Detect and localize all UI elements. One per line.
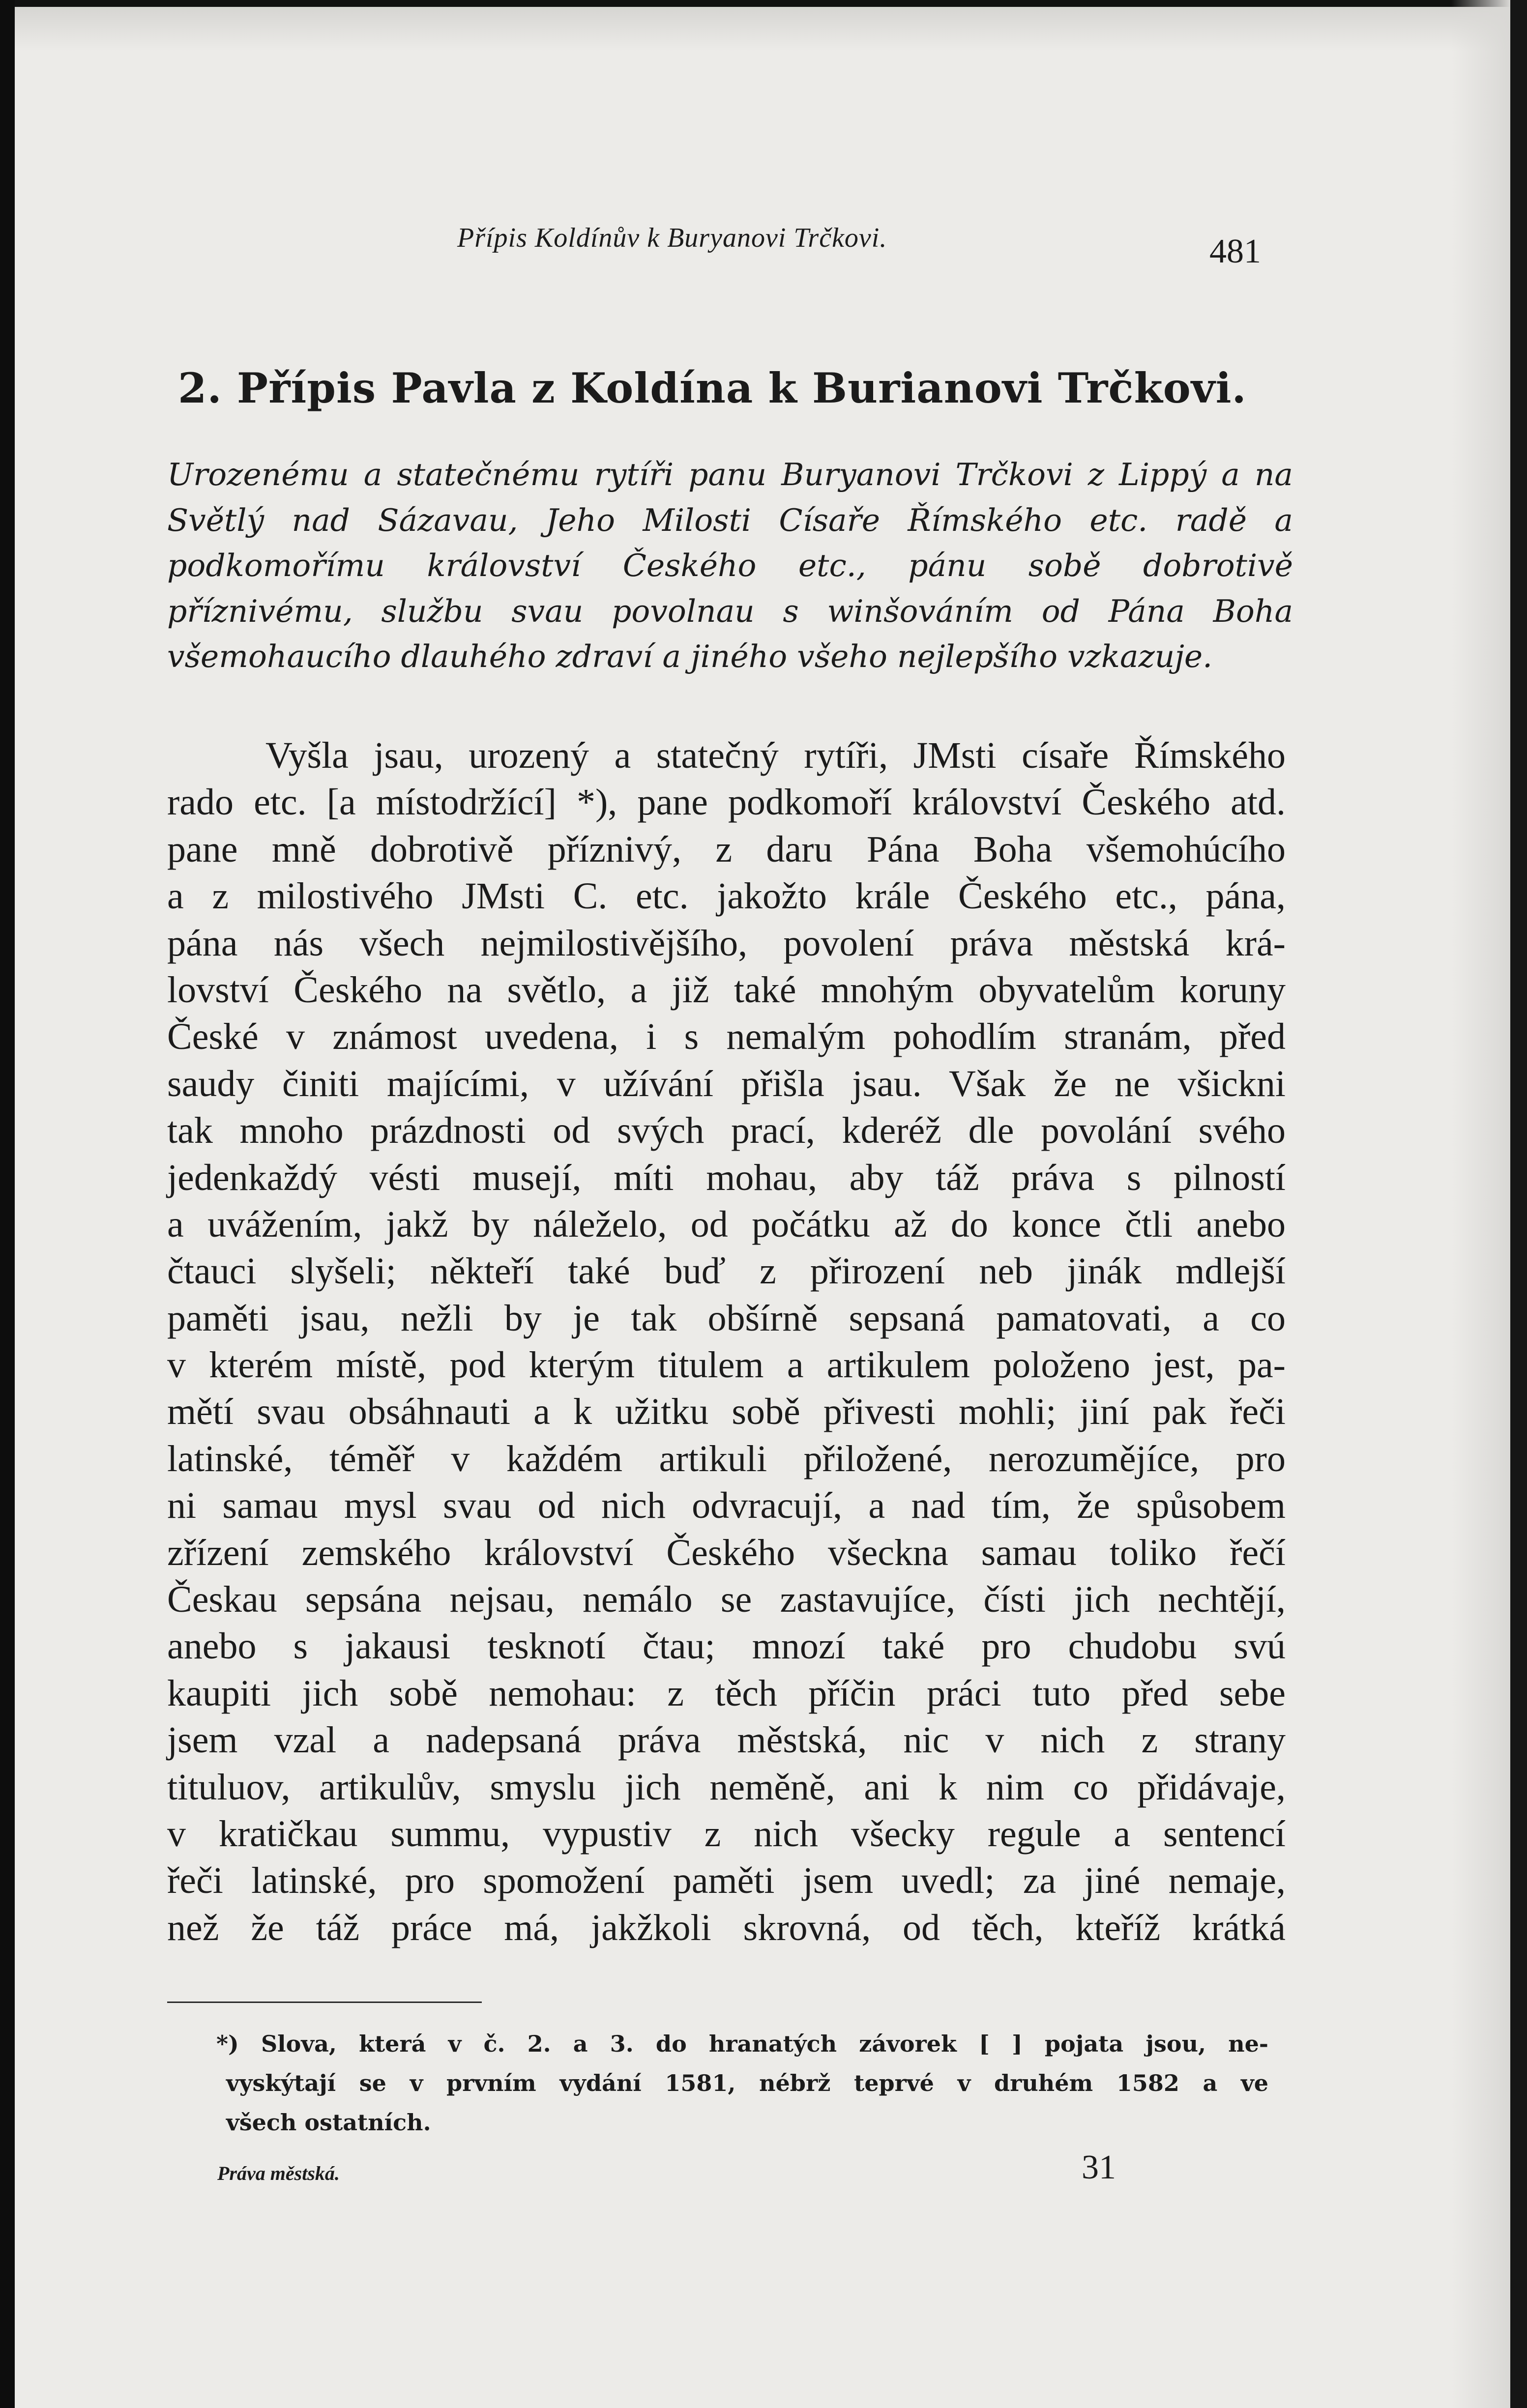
footnote-line: *) Slova, která v č. 2. a 3. do hranatých závorek [ ] pojata jsou, ne- [216, 2031, 1268, 2057]
body-line: paměti jsau, nežli by je tak obšírně sepsaná pamatovati, a co [167, 1297, 1286, 1339]
scan-border-top [0, 0, 1527, 7]
body-line: řeči latinské, pro spomožení paměti jsem uvedl; za jiné nemaje, [167, 1860, 1286, 1902]
section-title: 2. Přípis Pavla z Koldína k Burianovi Trčkovi. [178, 364, 1247, 412]
body-line: rado etc. [a místodržící] *), pane podkomoří království Českého atd. [167, 782, 1286, 823]
running-head: Přípis Koldínův k Buryanovi Trčkovi. [457, 223, 887, 253]
scan-border-right [1510, 0, 1527, 2408]
body-line: ni samau mysl svau od nich odvracují, a nad tím, že spůsobem [167, 1485, 1286, 1527]
scan-border-left [0, 0, 15, 2408]
scan-shadow-top [15, 7, 1510, 51]
body-line: a uvážením, jakž by náleželo, od počátku až do konce čtli anebo [167, 1203, 1286, 1245]
body-line: pane mně dobrotivě příznivý, z daru Pána Boha všemohúcího [167, 828, 1286, 870]
body-line: saudy činiti majícími, v užívání přišla jsau. Však že ne všickni [167, 1063, 1286, 1104]
body-line: mětí svau obsáhnauti a k užitku sobě přivesti mohli; jiní pak řeči [167, 1391, 1286, 1433]
body-line: kaupiti jich sobě nemohau: z těch příčin práci tuto před sebe [167, 1672, 1286, 1714]
body-line: než že táž práce má, jakžkoli skrovná, od těch, kteříž krátká [167, 1907, 1286, 1948]
body-line: tituluov, artikulův, smyslu jich neměně, ani k nim co přidávaje, [167, 1766, 1286, 1808]
body-line: jsem vzal a nadepsaná práva městská, nic v nich z strany [167, 1719, 1286, 1761]
body-line: v kterém místě, pod kterým titulem a artikulem položeno jest, pa- [167, 1344, 1286, 1386]
body-line: tak mnoho prázdnosti od svých prací, kderéž dle povolání svého [167, 1110, 1286, 1152]
body-line: Vyšla jsau, urozený a statečný rytíři, JMsti císaře Římského [265, 735, 1286, 776]
body-line: lovství Českého na světlo, a již také mnohým obyvatelům koruny [167, 969, 1286, 1011]
scan-shadow-right [1451, 0, 1510, 2408]
footnote-line: všech ostatních. [226, 2109, 431, 2136]
footnote [216, 2024, 1268, 2142]
footnote-line: vyskýtají se v prvním vydání 1581, nébrž teprvé v druhém 1582 a ve [226, 2070, 1268, 2096]
page-number: 481 [1209, 232, 1261, 270]
sheet-number: 31 [1082, 2148, 1116, 2186]
address-paragraph [167, 452, 1293, 680]
signature-mark: Práva městská. [217, 2162, 340, 2184]
body-line: a z milostivého JMsti C. etc. jakožto krále Českého etc., pána, [167, 875, 1286, 917]
body-line: v kratičkau summu, vypustiv z nich všecky regule a sentencí [167, 1813, 1286, 1855]
body-line: latinské, téměř v každém artikuli přiložené, nerozumějíce, pro [167, 1438, 1286, 1480]
address-text: Urozenému a statečnému rytíři panu Buryanovi Trčkovi z Lippý a na Světlý nad Sázavau, Jeho Milosti Císaře Římského etc. radě a podkomořímu království Českého etc., pánu sobě dobrotivě příznivému, službu svau povolnau s winšováním od Pána Boha všemohaucího dlauhého zdraví a jiného všeho nejlepšího vzkazuje. [167, 457, 1293, 675]
body-line: pána nás všech nejmilostivějšího, povolení práva městská krá- [167, 922, 1286, 964]
body-line: České v známost uvedena, i s nemalým pohodlím stranám, před [167, 1016, 1286, 1058]
body-line: Českau sepsána nejsau, nemálo se zastavujíce, čísti jich nechtějí, [167, 1579, 1286, 1621]
body-line: jedenkaždý vésti musejí, míti mohau, aby táž práva s pilností [167, 1157, 1286, 1198]
body-line: anebo s jakausi tesknotí čtau; mnozí také pro chudobu svú [167, 1625, 1286, 1667]
footnote-divider [167, 2002, 482, 2003]
body-line: čtauci slyšeli; někteří také buď z přirození neb jinák mdlejší [167, 1250, 1286, 1292]
body-line: zřízení zemského království Českého všeckna samau toliko řečí [167, 1532, 1286, 1573]
body-paragraph [167, 732, 1286, 1951]
